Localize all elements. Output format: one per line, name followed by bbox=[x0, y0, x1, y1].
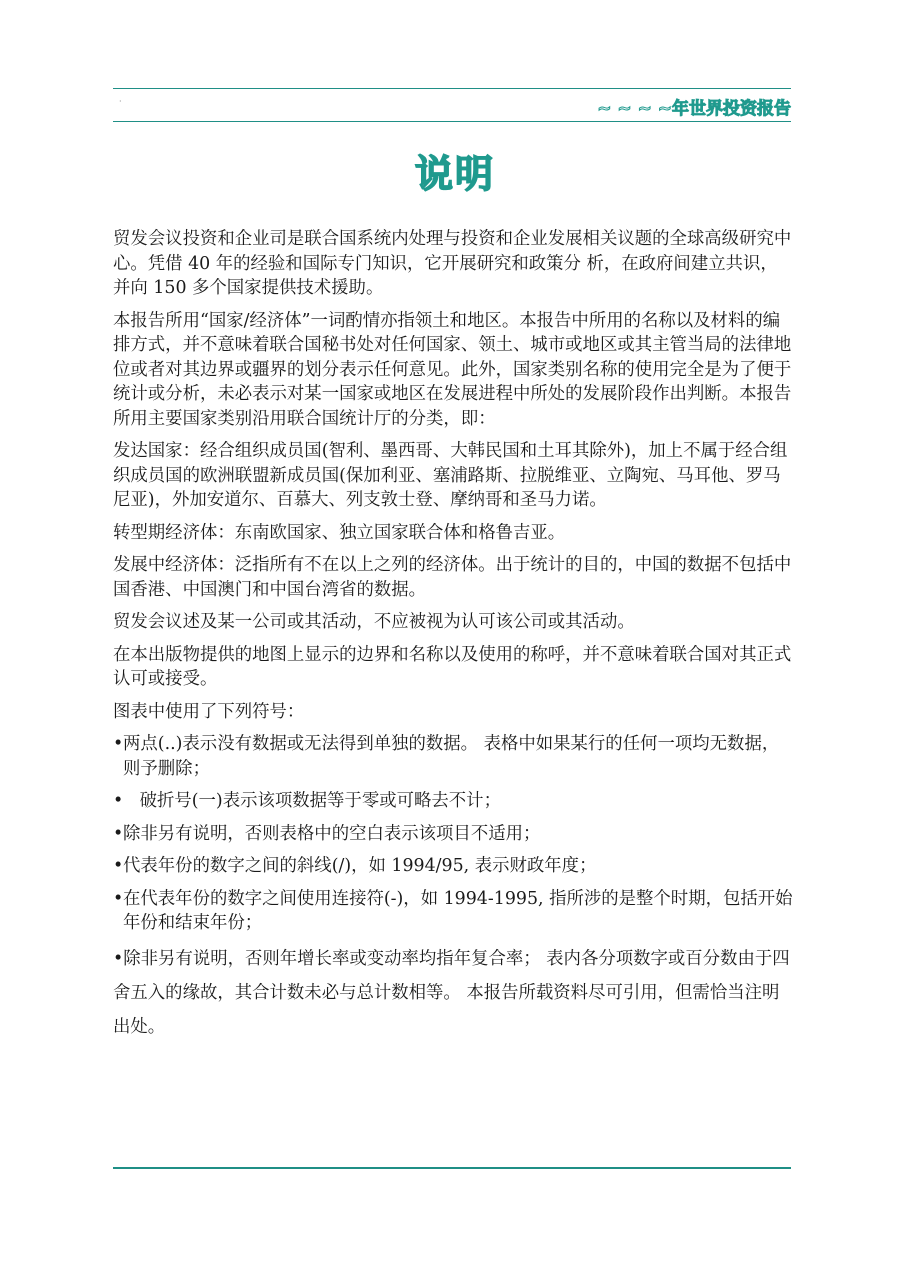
page-title: 说明 bbox=[414, 152, 495, 196]
paragraph-symbols-intro: 图表中使用了下列符号： bbox=[113, 701, 305, 722]
list-item bbox=[113, 732, 795, 781]
running-title: ~ ~ ~ ~年世界投资报告 bbox=[597, 99, 791, 119]
document-body bbox=[113, 227, 795, 1052]
list-item bbox=[113, 789, 795, 814]
paragraph-developing-economies: 发展中经济体：泛指所有不在以上之列的经济体。出于统计的目的，中国的数据不包括中国香港、中国澳门和中国台湾省的数据。 bbox=[113, 555, 792, 600]
list-item bbox=[113, 942, 795, 1044]
list-item-text: 两点(..)表示没有数据或无法得到单独的数据。 表格中如果某行的任何一项均无数据，则予删除； bbox=[123, 734, 780, 779]
list-item-text: 代表年份的数字之间的斜线(/)，如 1994/95, 表示财政年度； bbox=[123, 856, 597, 876]
paragraph-map-disclaimer: 在本出版物提供的地图上显示的边界和名称以及使用的称呼，并不意味着联合国对其正式认可或接受。 bbox=[113, 644, 792, 689]
list-item bbox=[113, 854, 795, 879]
bullet-marker: • bbox=[113, 856, 124, 876]
symbols-list bbox=[113, 732, 795, 1044]
bullet-marker: • bbox=[113, 734, 124, 754]
footer-rule bbox=[113, 1167, 791, 1169]
list-item-text: 在代表年份的数字之间使用连接符(-)，如 1994-1995, 指所涉的是整个时期，包括开始年份和结束年份； bbox=[123, 888, 793, 933]
paragraph-developed-economies: 发达国家：经合组织成员国(智利、墨西哥、大韩民国和土耳其除外)，加上不属于经合组织成员国的欧洲联盟新成员国(保加利亚、塞浦路斯、拉脱维亚、立陶宛、马耳他、罗马尼亚)，外加安道尔、百慕大、列支敦士登、摩纳哥和圣马力诺。 bbox=[113, 441, 788, 510]
bullet-marker: • bbox=[113, 823, 124, 844]
bullet-marker: • bbox=[113, 791, 124, 811]
paragraph-company-disclaimer: 贸发会议述及某一公司或其活动，不应被视为认可该公司或其活动。 bbox=[113, 612, 635, 632]
paragraph-intro: 贸发会议投资和企业司是联合国系统内处理与投资和企业发展相关议题的全球高级研究中心。凭借 40 年的经验和国际专门知识，它开展研究和政策分 析，在政府间建立共识，并向 150 多个国家提供技术援助。 bbox=[113, 229, 792, 298]
header-top-rule bbox=[113, 88, 791, 89]
list-item bbox=[113, 822, 795, 847]
bullet-marker: • bbox=[113, 948, 124, 969]
header-bottom-rule bbox=[113, 121, 791, 122]
header-marker: · bbox=[119, 97, 122, 106]
paragraph-terminology: 本报告所用“国家/经济体”一词酌情亦指领土和地区。本报告中所用的名称以及材料的编排方式，并不意味着联合国秘书处对任何国家、领土、城市或地区或其主管当局的法律地位或者对其边界或疆界的划分表示任何意见。此外，国家类别名称的使用完全是为了便于统计或分析，未必表示对某一国家或地区在发展进程中所处的发展阶段作出判断。本报告所用主要国家类别沿用联合国统计厅的分类，即： bbox=[113, 310, 792, 429]
paragraph-transition-economies: 转型期经济体：东南欧国家、独立国家联合体和格鲁吉亚。 bbox=[113, 522, 566, 543]
list-item-text: 除非另有说明，否则表格中的空白表示该项目不适用； bbox=[123, 823, 541, 844]
list-item bbox=[113, 887, 795, 936]
bullet-marker: • bbox=[113, 888, 124, 909]
list-item-text: 除非另有说明，否则年增长率或变动率均指年复合率； 表内各分项数字或百分数由于四舍五入的缘故，其合计数未必与总计数相等。 本报告所载资料尽可引用，但需恰当注明出处。 bbox=[113, 948, 790, 1037]
list-item-text: 破折号(一)表示该项数据等于零或可略去不计； bbox=[123, 791, 501, 811]
